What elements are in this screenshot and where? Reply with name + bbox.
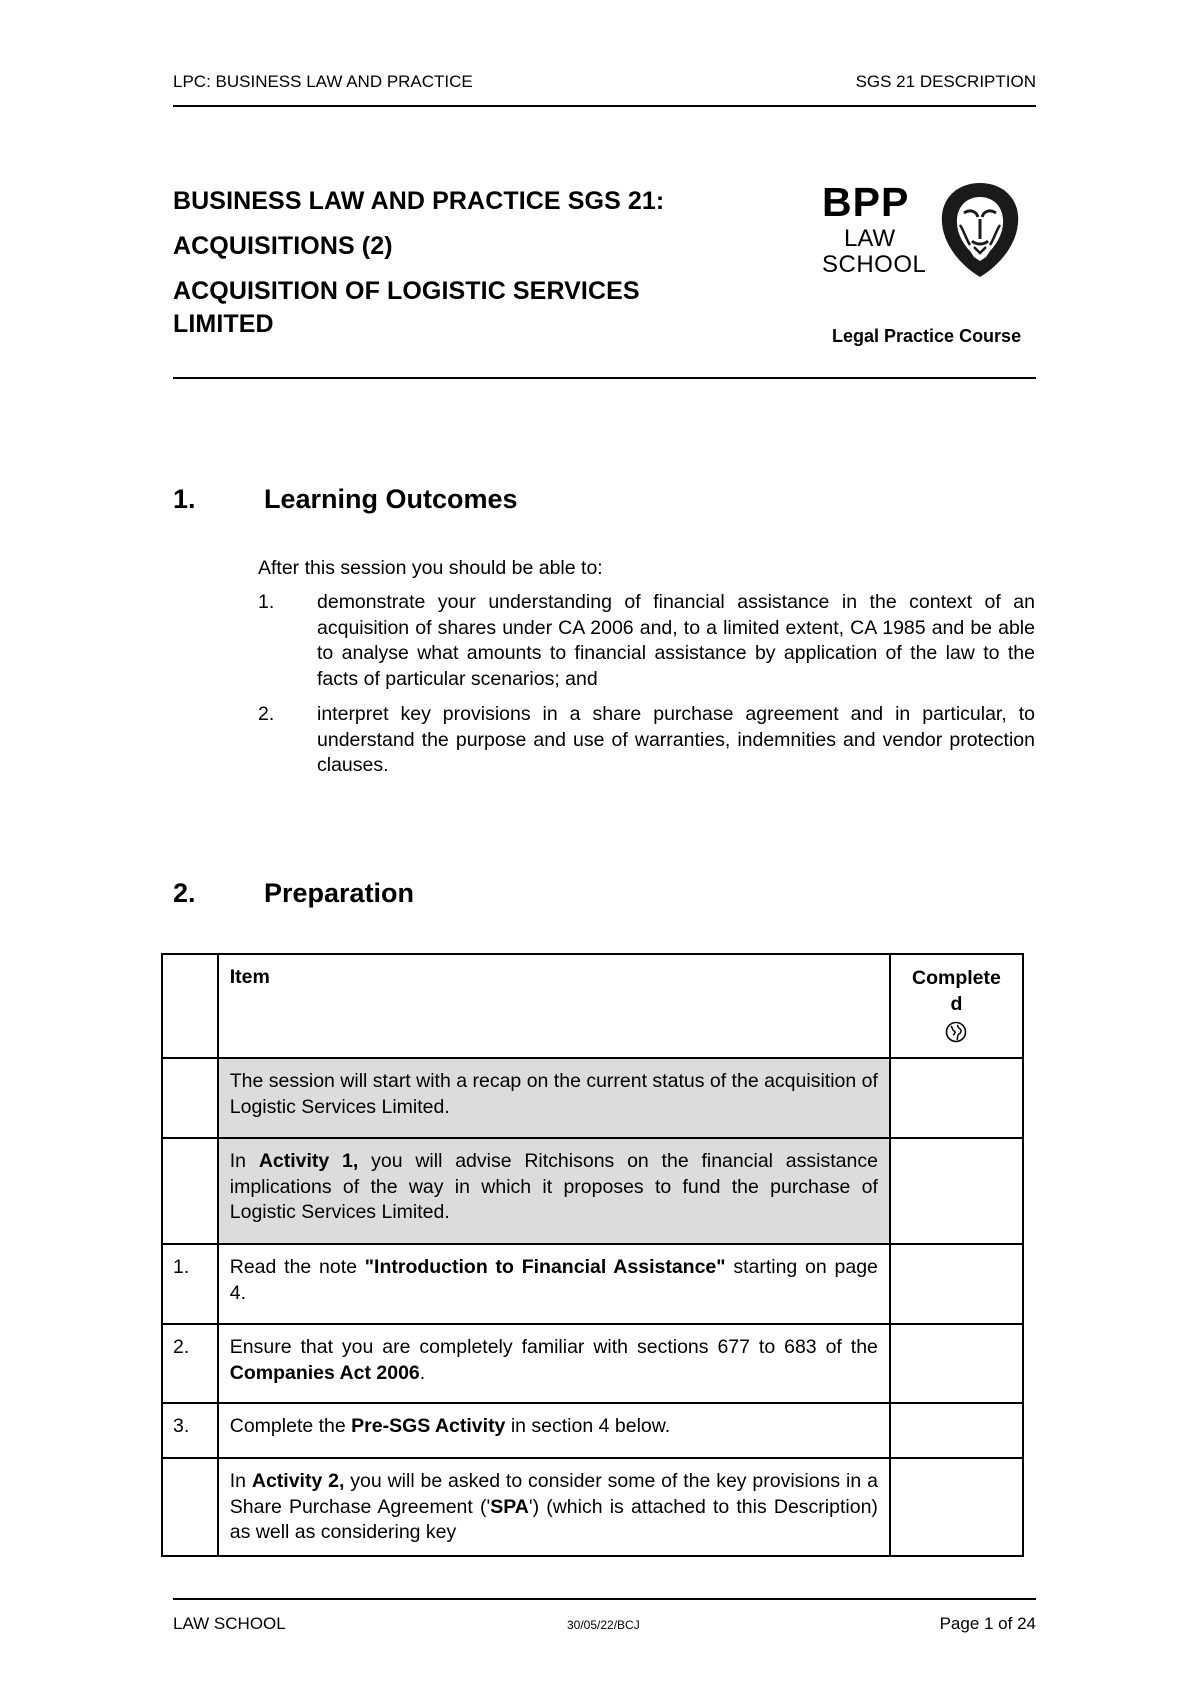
footer-rule: [173, 1598, 1036, 1600]
globe-icon: [945, 1021, 967, 1043]
section-1-title: Learning Outcomes: [264, 484, 518, 514]
section-2-number: 2.: [173, 878, 196, 908]
row-completed-cell[interactable]: [890, 1403, 1023, 1458]
row-number: 3.: [162, 1403, 218, 1458]
row-item: [218, 1138, 890, 1244]
row-completed-cell[interactable]: [890, 1138, 1023, 1244]
title-rule: [173, 377, 1036, 379]
row-item-text: .: [419, 1361, 426, 1384]
footer-center: 30/05/22/BCJ: [567, 1618, 640, 1632]
row-item-text: you will be asked to consider some of the key provisions in a Share Purchase Agreement (': [229, 1470, 878, 1518]
table-header-row: [162, 954, 1023, 1058]
table-row: [162, 1138, 1023, 1244]
row-item: [218, 1458, 890, 1556]
header-num-cell: [162, 954, 218, 1058]
outcomes-intro: After this session you should be able to:: [258, 557, 603, 579]
row-completed-cell[interactable]: [890, 1458, 1023, 1556]
logo-law: LAW: [844, 225, 896, 252]
header-item-label: Item: [229, 966, 270, 988]
row-item: [218, 1324, 890, 1403]
row-item-text: Complete the: [229, 1415, 352, 1437]
outcome-number: 1.: [258, 591, 275, 613]
row-item: [218, 1403, 890, 1458]
outcome-number: 2.: [258, 703, 275, 725]
row-completed-cell[interactable]: [890, 1324, 1023, 1403]
header-done-label-1: Complete: [912, 967, 1001, 989]
row-item-text: In: [229, 1470, 252, 1492]
header-right: SGS 21 DESCRIPTION: [855, 72, 1036, 91]
logo-brand: BPP: [822, 179, 910, 225]
row-item-text: in section 4 below.: [505, 1415, 671, 1437]
table-row: [162, 1058, 1023, 1138]
title-line-3b: LIMITED: [173, 310, 274, 338]
row-item-text: In: [229, 1150, 259, 1172]
row-item-bold-text: Activity 1,: [258, 1150, 359, 1172]
row-item-bold-text: Activity 2,: [251, 1470, 345, 1492]
bpp-logo: [822, 180, 1022, 290]
row-item-text: you will advise Ritchisons on the financial assistance implications of the way in which it proposes to fund the purchase of Logistic Services Limited.: [229, 1150, 878, 1223]
title-line-3a: ACQUISITION OF LOGISTIC SERVICES: [173, 277, 640, 305]
row-item-bold-text: "Introduction to Financial Assistance": [364, 1256, 726, 1278]
row-item-text: starting on page 4.: [229, 1256, 878, 1304]
header-done-label-2: d: [950, 993, 963, 1015]
title-line-1: BUSINESS LAW AND PRACTICE SGS 21:: [173, 187, 665, 215]
header-done-label: [891, 955, 1022, 1050]
outcome-text: demonstrate your understanding of financial assistance in the context of an acquisition of shares under CA 2006 and, to a limited extent, CA 1985 and be able to analyse what amounts to financial assistance by application of the law to the facts of particular scenarios; and: [317, 591, 1035, 690]
lion-head-icon: [940, 181, 1020, 279]
header-left: LPC: BUSINESS LAW AND PRACTICE: [173, 72, 473, 91]
row-completed-cell[interactable]: [890, 1058, 1023, 1138]
header-item-cell: [218, 954, 890, 1058]
section-2-title: Preparation: [264, 878, 415, 908]
outcome-item: [258, 590, 1036, 694]
outcome-text: interpret key provisions in a share purchase agreement and in particular, to understand the purpose and use of warranties, indemnities and vendor protection clauses.: [317, 703, 1035, 776]
row-number: [162, 1058, 218, 1138]
row-completed-cell[interactable]: [890, 1244, 1023, 1324]
header-rule: [173, 105, 1036, 107]
row-item: [218, 1244, 890, 1324]
row-item-text: Read the note: [229, 1256, 365, 1278]
header-done-cell: [890, 954, 1023, 1058]
preparation-table: [161, 953, 1024, 1557]
row-item-text: Ensure that you are completely familiar with sections 677 to 683 of the: [229, 1336, 878, 1358]
row-number: 1.: [162, 1244, 218, 1324]
logo-school: SCHOOL: [822, 251, 927, 278]
row-number: 2.: [162, 1324, 218, 1403]
footer-left: LAW SCHOOL: [173, 1614, 286, 1633]
table-row: [162, 1458, 1023, 1556]
row-item-text: The session will start with a recap on the current status of the acquisition of Logistic Services Limited.: [229, 1070, 878, 1118]
row-item: [218, 1058, 890, 1138]
row-number: [162, 1458, 218, 1556]
section-1-number: 1.: [173, 484, 196, 514]
row-item-bold-text: SPA: [490, 1495, 529, 1518]
table-row: [162, 1403, 1023, 1458]
row-item-bold-text: Pre-SGS Activity: [351, 1415, 506, 1437]
row-item-bold-text: Companies Act 2006: [229, 1361, 420, 1384]
footer-right: Page 1 of 24: [939, 1614, 1036, 1633]
logo-subtitle: Legal Practice Course: [832, 326, 1022, 346]
row-number: [162, 1138, 218, 1244]
outcome-item: [258, 702, 1036, 782]
table-row: [162, 1244, 1023, 1324]
table-row: [162, 1324, 1023, 1403]
title-line-2: ACQUISITIONS (2): [173, 232, 393, 260]
row-item-text: ') (which is attached to this Description) as well as considering key: [229, 1495, 878, 1543]
